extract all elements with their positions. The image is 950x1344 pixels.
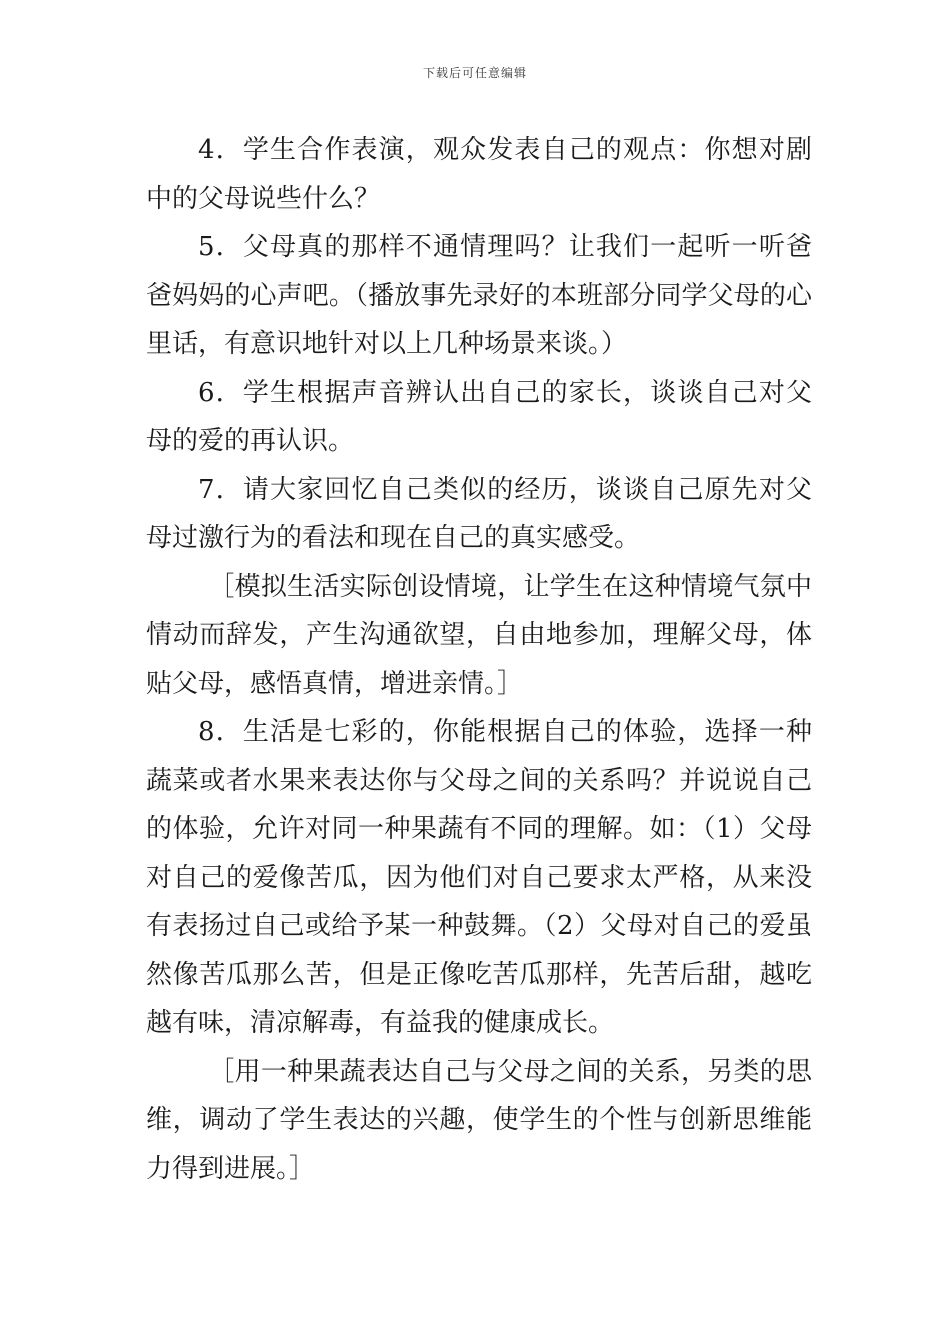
paragraph-step-5: 5．父母真的那样不通情理吗？让我们一起听一听爸爸妈妈的心声吧。（播放事先录好的本班部分同学父母的心里话，有意识地针对以上几种场景来谈。） [146,232,812,359]
paragraph-step-7: 7．请大家回忆自己类似的经历，谈谈自己原先对父母过激行为的看法和现在自己的真实感受。 [146,474,812,553]
paragraph-step-6: 6．学生根据声音辨认出自己的家长，谈谈自己对父母的爱的再认识。 [146,377,812,456]
paragraph-step-4: 4．学生合作表演，观众发表自己的观点：你想对剧中的父母说些什么？ [146,135,812,214]
paragraph-note-2: ［用一种果蔬表达自己与父母之间的关系，另类的思维，调动了学生表达的兴趣，使学生的个性与创新思维能力得到进展。］ [146,1056,812,1184]
paragraph-step-8: 8．生活是七彩的，你能根据自己的体验，选择一种蔬菜或者水果来表达你与父母之间的关系吗？并说说自己的体验，允许对同一种果蔬有不同的理解。如：（1）父母对自己的爱像苦瓜，因为他们对自己要求太严格，从来没有表扬过自己或给予某一种鼓舞。（2）父母对自己的爱虽然像苦瓜那么苦，但是正像吃苦瓜那样，先苦后甜，越吃越有味，清凉解毒，有益我的健康成长。 [146,717,812,1038]
paragraph-note-1: ［模拟生活实际创设情境，让学生在这种情境气氛中情动而辞发，产生沟通欲望，自由地参加，理解父母，体贴父母，感悟真情，增进亲情。］ [146,571,812,699]
page-header: 下载后可任意编辑 [422,66,527,80]
document-body [146,126,812,1193]
